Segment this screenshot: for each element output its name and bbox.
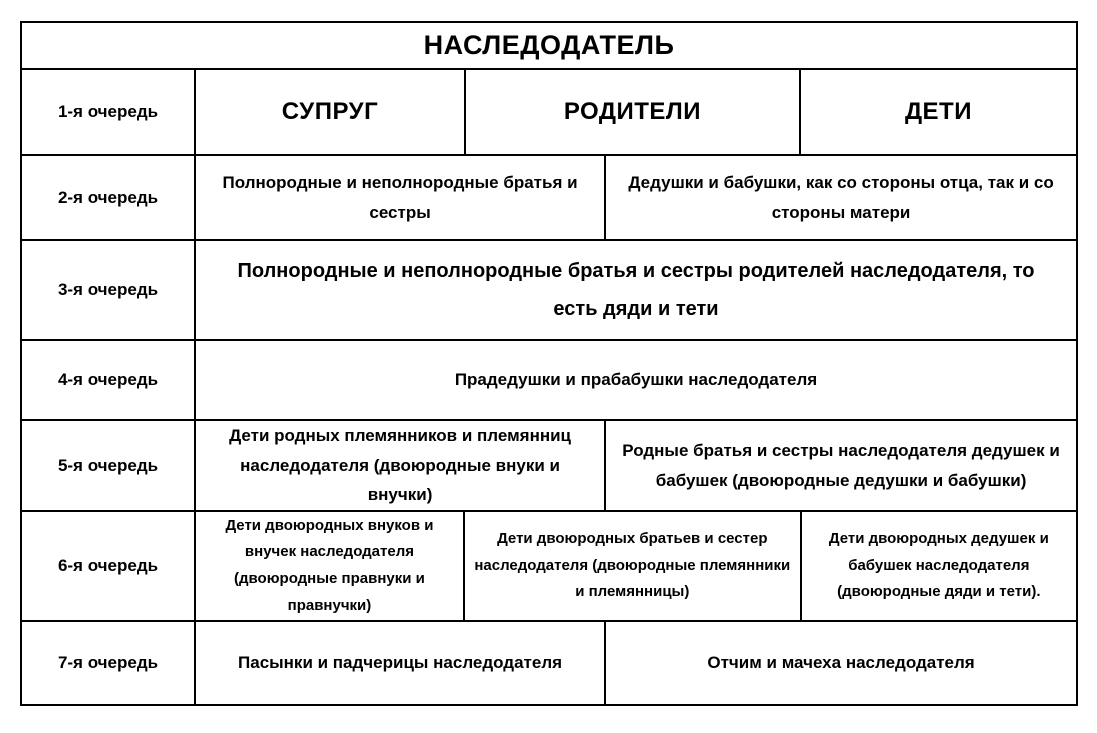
table-title-row [22, 23, 1076, 68]
table-cell: Дети двоюродных внуков и внучек наследодателя (двоюродные правнуки и правнучки) [194, 512, 463, 620]
table-cell: Дети двоюродных братьев и сестер наследодателя (двоюродные племянники и племянницы) [463, 512, 800, 620]
table-cell: Отчим и мачеха наследодателя [604, 622, 1076, 704]
row-label-queue-1: 1-я очередь [57, 102, 159, 122]
table-row-queue-6 [22, 510, 1076, 620]
table-cell: Полнородные и неполнородные братья и сестры [194, 156, 604, 239]
table-cell: Дети родных племянников и племянниц наследодателя (двоюродные внуки и внучки) [194, 421, 604, 510]
row-label-queue-7: 7-я очередь [57, 653, 159, 673]
inheritance-order-table [20, 21, 1078, 706]
table-cell-parents: РОДИТЕЛИ [464, 70, 799, 154]
table-row-queue-1 [22, 68, 1076, 154]
table-cell-children: ДЕТИ [799, 70, 1076, 154]
table-title: НАСЛЕДОДАТЕЛЬ [423, 29, 675, 60]
table-cell: Прадедушки и прабабушки наследодателя [194, 341, 1076, 419]
row-label-queue-5: 5-я очередь [57, 455, 159, 475]
row-label-queue-4: 4-я очередь [57, 370, 159, 390]
table-row-queue-2 [22, 154, 1076, 239]
row-label-queue-6: 6-я очередь [57, 556, 159, 576]
row-label-queue-3: 3-я очередь [57, 280, 159, 300]
table-row-queue-7 [22, 620, 1076, 704]
table-cell: Родные братья и сестры наследодателя дедушек и бабушек (двоюродные дедушки и бабушки) [604, 421, 1076, 510]
table-cell: Дети двоюродных дедушек и бабушек наследодателя (двоюродные дяди и тети). [800, 512, 1076, 620]
table-cell-spouse: СУПРУГ [194, 70, 464, 154]
table-row-queue-4 [22, 339, 1076, 419]
table-cell: Дедушки и бабушки, как со стороны отца, так и со стороны матери [604, 156, 1076, 239]
table-cell: Пасынки и падчерицы наследодателя [194, 622, 604, 704]
row-label-queue-2: 2-я очередь [57, 187, 159, 207]
table-row-queue-3 [22, 239, 1076, 339]
table-cell: Полнородные и неполнородные братья и сестры родителей наследодателя, то есть дяди и тети [194, 241, 1076, 339]
table-row-queue-5 [22, 419, 1076, 510]
